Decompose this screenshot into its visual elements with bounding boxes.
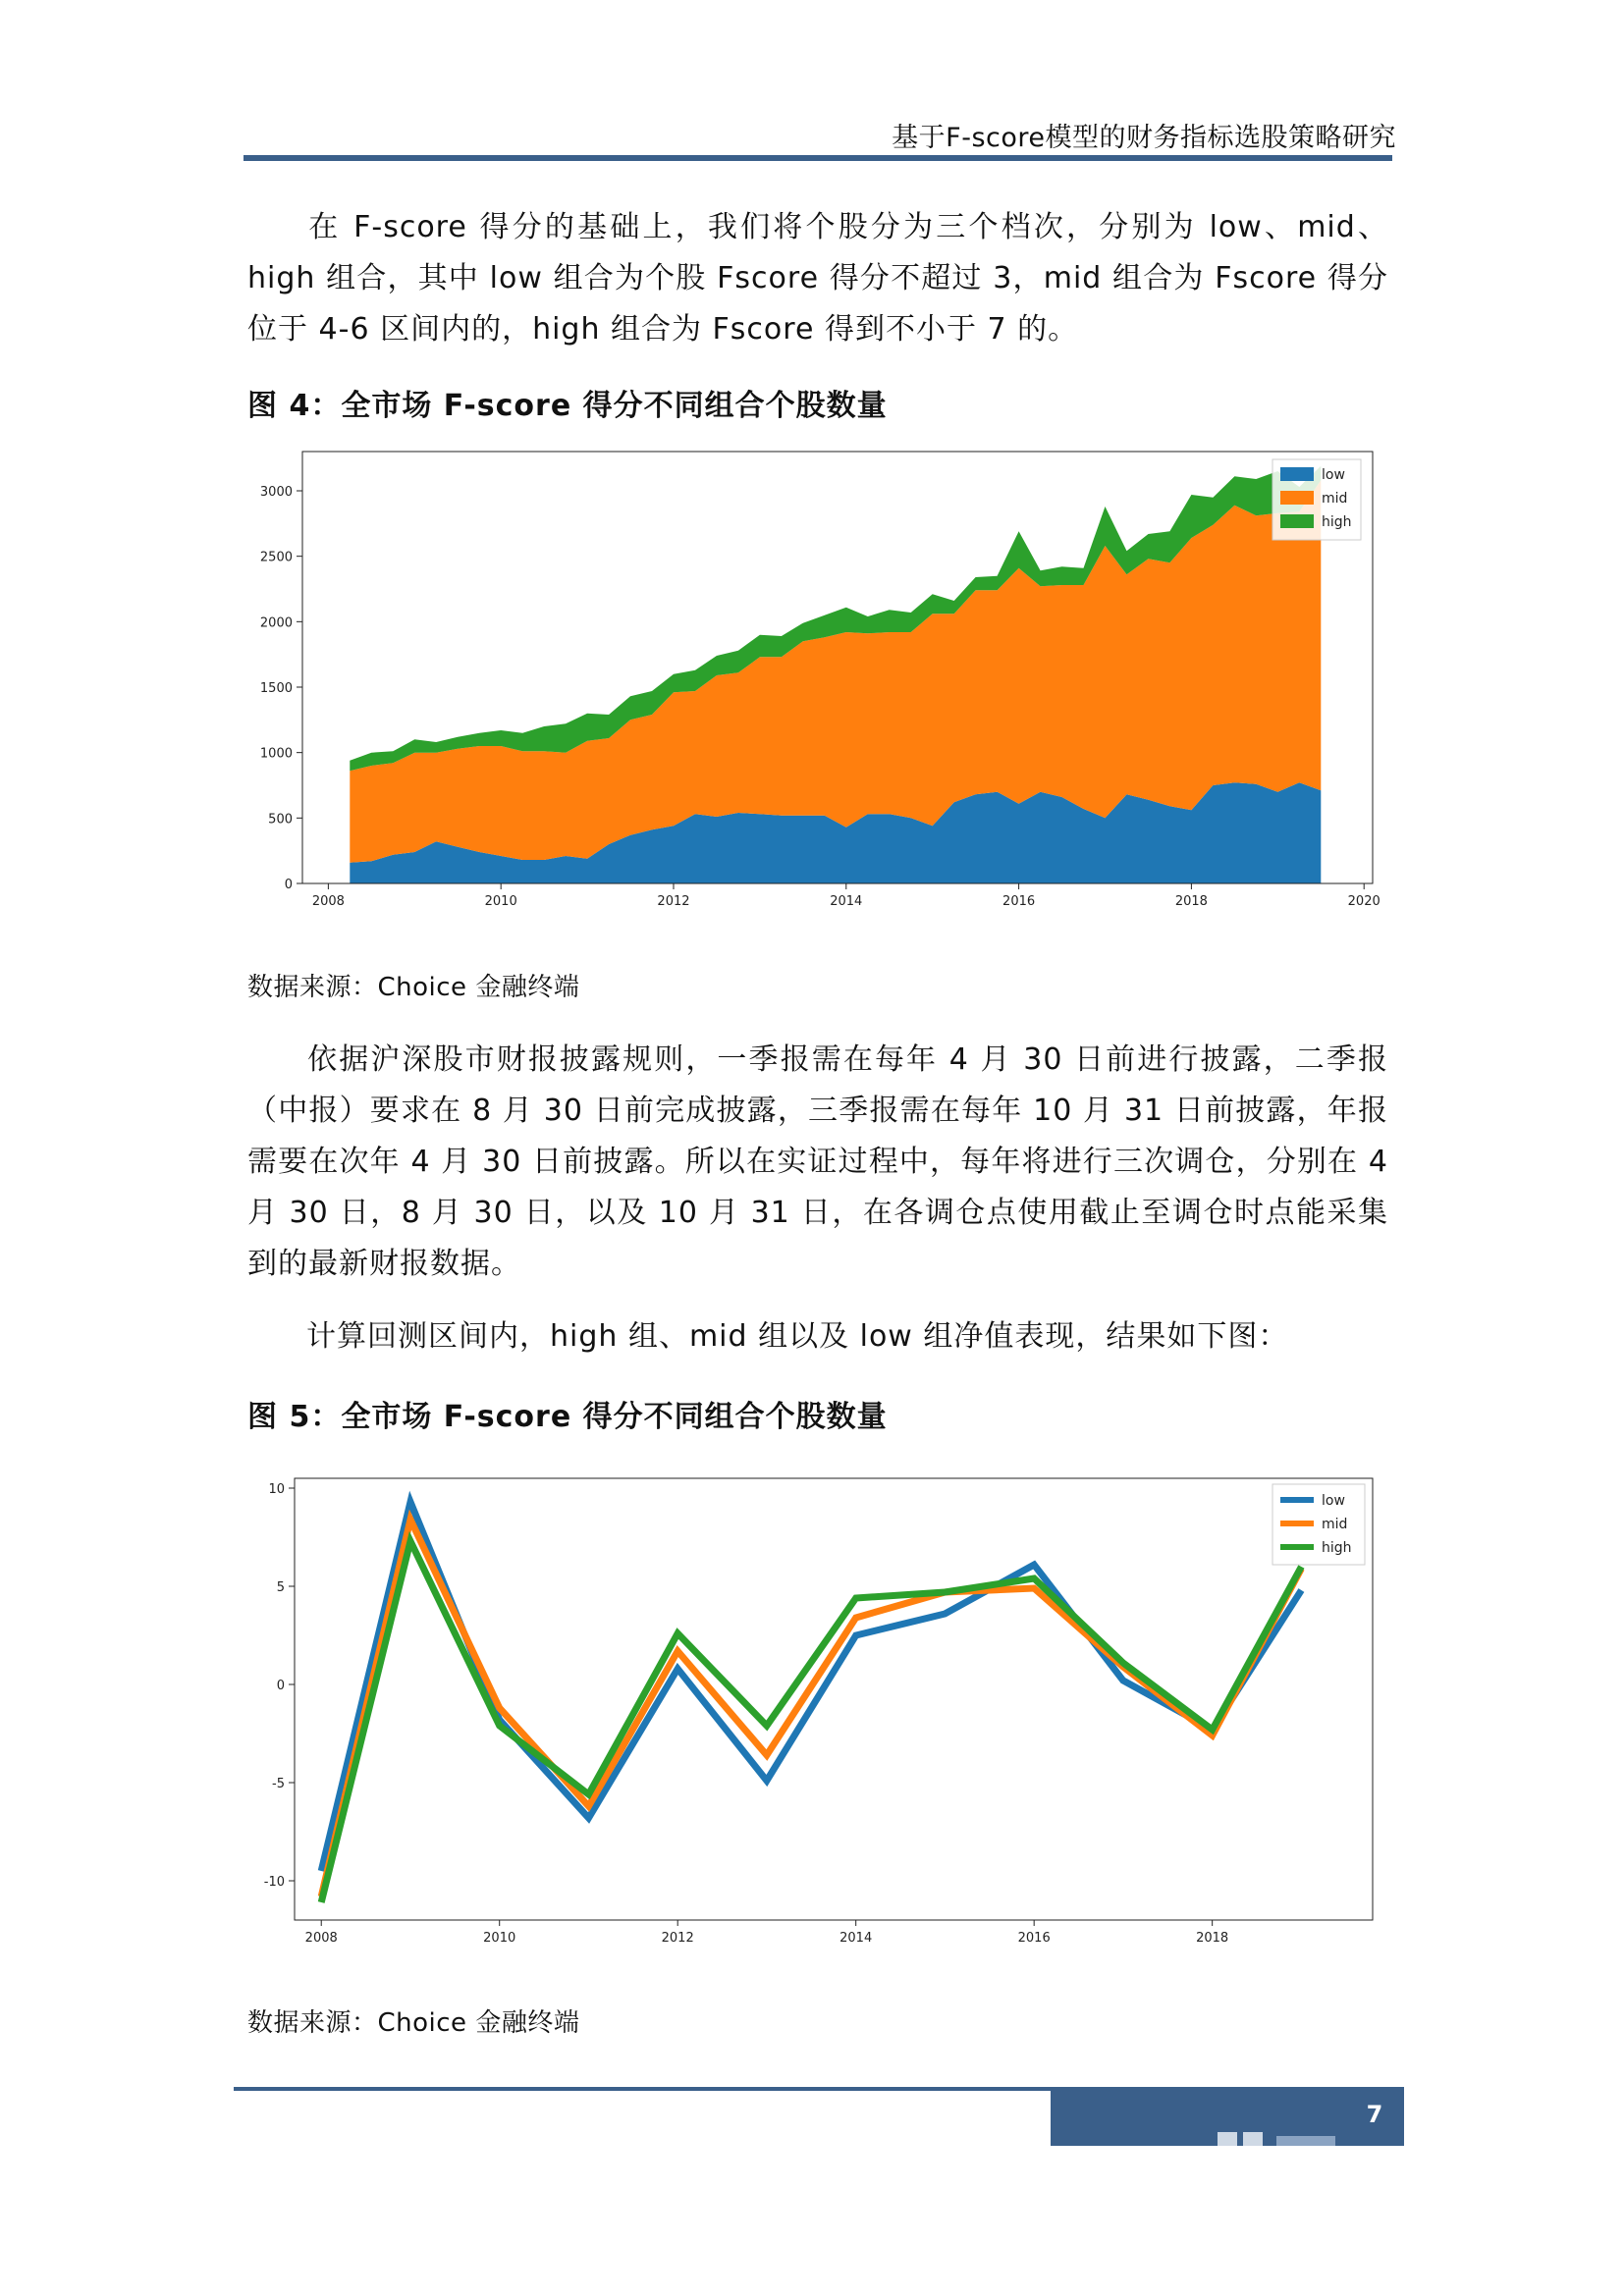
x-tick-label: 2016 [1017,1931,1051,1946]
figure-5-caption: 图 5：全市场 F-score 得分不同组合个股数量 [247,1400,888,1434]
x-tick-label: 2016 [1002,894,1036,909]
legend-swatch-mid [1280,491,1314,505]
header-rule [244,155,1392,161]
legend-label-high: high [1322,1540,1352,1556]
x-tick-label: 2012 [661,1931,694,1946]
y-tick-label: 0 [284,878,293,892]
x-tick-label: 2010 [483,1931,516,1946]
y-tick-label: 500 [268,812,293,828]
y-tick-label: 3000 [259,485,293,500]
figure-4-source: 数据来源：Choice 金融终端 [247,973,580,1002]
x-tick-label: 2010 [484,894,517,909]
legend-swatch-high [1280,514,1314,528]
y-tick-label: 1500 [259,681,293,696]
legend-label-low: low [1322,467,1345,483]
legend [1272,459,1361,540]
paragraph-fscore-groups: 在 F-score 得分的基础上，我们将个股分为三个档次，分别为 low、mid、high 组合，其中 low 组合为个股 Fscore 得分不超过 3，mid 组合为 Fscore 得分位于 4-6 区间内的，high 组合为 Fscore 得到不小于 7 的。 [247,210,1388,347]
line-high [321,1541,1301,1902]
page-number: 7 [1366,2101,1383,2128]
y-tick-label: 1000 [259,746,293,762]
legend [1272,1484,1365,1565]
figure-5-source: 数据来源：Choice 金融终端 [247,2008,580,2038]
legend-label-low: low [1322,1493,1345,1509]
figure-4-caption: 图 4：全市场 F-score 得分不同组合个股数量 [247,389,888,423]
paragraph-disclosure-rules: 依据沪深股市财报披露规则，一季报需在每年 4 月 30 日前进行披露，二季报（中报）要求在 8 月 30 日前完成披露，三季报需在每年 10 月 31 日前披露，年报需要在次年 4 月 30 日前披露。所以在实证过程中，每年将进行三次调仓，分别在 4 月 30 日，8 月 30 日，以及 10 月 31 日，在各调仓点使用截止至调仓时点能采集到的最新财报数据。 [247,1042,1388,1281]
footer-logo-mark [1149,2130,1394,2146]
x-tick-label: 2014 [839,1931,873,1946]
plot-frame [295,1478,1373,1920]
x-tick-label: 2020 [1347,894,1380,909]
legend-label-mid: mid [1322,1517,1348,1532]
y-tick-label: 5 [276,1580,285,1595]
y-tick-label: 2000 [259,615,293,631]
footer-block [1051,2087,1404,2146]
paragraph-backtest-intro: 计算回测区间内，high 组、mid 组以及 low 组净值表现，结果如下图： [306,1319,1289,1354]
page-header-title: 基于F-score模型的财务指标选股策略研究 [892,123,1396,153]
figure-4-stacked-area-chart [244,432,1392,923]
y-tick-label: -10 [263,1875,285,1890]
y-tick-label: 10 [268,1482,285,1497]
legend-label-high: high [1322,514,1352,530]
y-tick-label: 0 [276,1679,285,1693]
legend-swatch-low [1280,467,1314,481]
x-tick-label: 2008 [304,1931,338,1946]
y-tick-label: 2500 [259,550,293,565]
x-tick-label: 2018 [1174,894,1208,909]
figure-5-line-chart [244,1461,1392,1951]
chart-4-svg [244,432,1392,923]
chart-5-svg [244,1461,1392,1951]
x-tick-label: 2008 [311,894,345,909]
y-tick-label: -5 [272,1777,285,1791]
x-tick-label: 2014 [830,894,863,909]
legend-label-mid: mid [1322,491,1348,507]
x-tick-label: 2018 [1196,1931,1229,1946]
x-tick-label: 2012 [657,894,690,909]
